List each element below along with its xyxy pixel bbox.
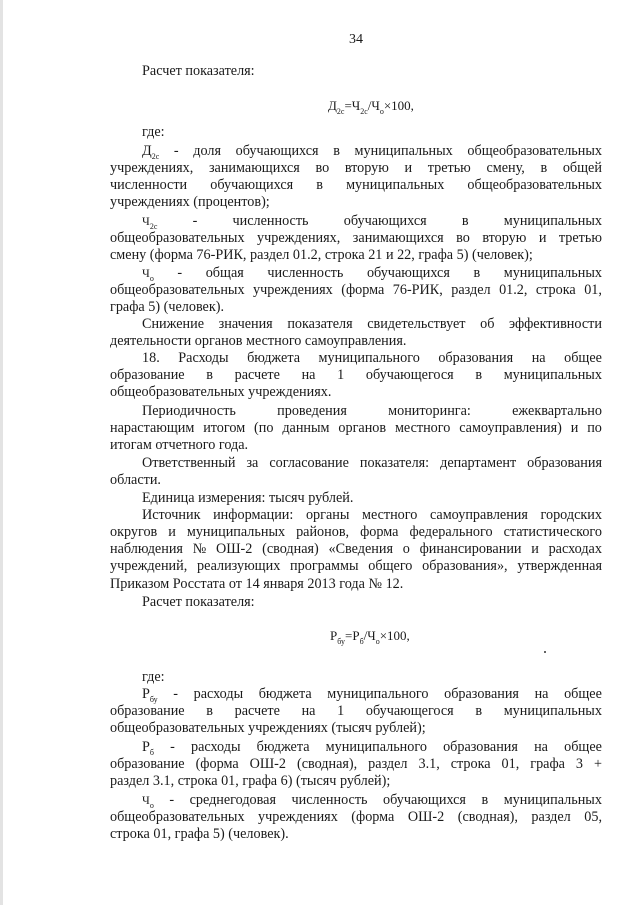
word: - [177,265,183,281]
word: в [333,143,340,159]
word: 05, [584,809,602,825]
word: программы [290,558,359,574]
word: раздел [368,756,408,772]
word: 01.2, [499,282,528,298]
word: районов, [296,524,350,540]
word: федерального [409,524,493,540]
word: нарастающим [110,420,195,436]
word: расчете [234,367,280,383]
text-line [110,384,602,400]
word: Приказом Росстата от 14 января 2013 года № 12. [110,576,404,592]
text-line [110,420,602,436]
word: и [404,160,413,176]
word: данным [282,420,330,436]
word: реализующих [197,558,281,574]
word: значения [218,316,273,332]
word: Снижение [142,316,205,332]
word: численность [267,265,344,281]
word: общеобразовательных учреждениях. [110,384,332,400]
word: графа [530,756,565,772]
text-line [110,124,602,140]
word: (сводная), [296,756,358,772]
word: общего [368,558,413,574]
text-line [110,720,602,736]
word: 1 [337,367,345,383]
word: где: [142,124,165,140]
word: образования [438,350,514,366]
text-line [110,350,602,366]
word: по [587,420,602,436]
word: $Р_б$ [142,739,154,757]
text-line [110,541,602,557]
word: обучающихся [343,213,427,229]
word: образование [110,703,185,719]
text-line [110,490,602,506]
word: занимающихся [352,230,444,246]
word: на [301,367,316,383]
word: в [206,367,213,383]
word: департамент [440,455,517,471]
word: обучающихся [383,792,466,808]
word: органов [338,420,387,436]
word: общеобразовательных [110,230,245,246]
word: местного [361,507,418,523]
word: 76-РИК, [392,282,443,298]
word: графа 5) (человек). [110,299,225,315]
word: форма [360,524,399,540]
word: - [192,213,198,229]
word: образования», [422,558,508,574]
word: где: [142,669,165,685]
word: учреждениях (процентов); [110,194,270,210]
word: муниципальных [346,177,445,193]
word: 18. [142,350,160,366]
word: Единица измерения: тысяч рублей. [142,490,354,506]
word: общеобразовательных [467,143,602,159]
word: и [538,230,547,246]
word: информации: [213,507,294,523]
word: учреждениях [253,282,333,298]
word: области. [110,472,161,488]
word: обучающегося [365,703,454,719]
word: строка 01, графа 5) (человек). [110,826,289,842]
word: вторую [344,160,389,176]
word: утвержденная [517,558,602,574]
word: в [461,213,469,229]
word: Расходы [178,350,229,366]
word: - [170,739,175,755]
word: во [315,160,330,176]
word: и [570,420,579,436]
word: расходы [193,686,244,702]
word: 3.1, [418,756,440,772]
word: общее [564,686,602,702]
text-line [110,594,602,610]
scan-speck [544,651,546,653]
word: Источник [142,507,201,523]
word: муниципальных [503,792,602,808]
formula-rbu: $Р_{бу}=Р_б/Ч_о\times 100$, [330,628,410,646]
word: общеобразовательных учреждениях (тысяч рублей); [110,720,426,736]
word: (по [254,420,274,436]
text-line [110,773,602,789]
word: муниципальных [503,265,602,281]
formula-d2c: $Д_{2с}=Ч_{2с}/Ч_о\times 100$, [328,98,414,116]
word: округов [110,524,158,540]
text-line [110,403,602,419]
word: итогам отчетного года. [110,437,249,453]
word: численность [291,792,368,808]
word: общеобразовательных [110,809,245,825]
text-line [110,333,602,349]
text-line [110,247,602,263]
word: образование [110,367,185,383]
word: учреждениях [258,809,338,825]
text-line [110,703,602,719]
page-number: 34 [349,32,363,47]
word: вторую [482,230,527,246]
word: $Ч_{2с}$ [142,214,158,231]
word: (форма [341,282,385,298]
word: численность [232,213,309,229]
word: - [173,686,178,702]
word: $Ч_о$ [142,793,154,810]
word: обучающихся [366,265,450,281]
text-line [110,230,602,246]
word: учреждениях, [110,160,194,176]
word: Расчет показателя: [142,63,255,79]
word: № [192,541,207,557]
word: расходы [190,739,241,755]
word: доля [193,143,221,159]
word: муниципальных [503,703,602,719]
word: местного [394,420,451,436]
word: Ответственный [142,455,236,471]
word: строка [450,756,491,772]
word: показателя [287,316,353,332]
word: общая [205,265,244,281]
word: образования [443,739,518,755]
word: раздел [451,282,491,298]
page-edge [0,0,3,905]
word: муниципального [325,739,427,755]
word: наблюдения [110,541,183,557]
word: смену (форма 76-РИК, раздел 01.2, строка 21 и 22, графа 5) (человек); [110,247,533,263]
word: на [534,686,549,702]
word: муниципальных [503,367,602,383]
text-line [110,524,602,540]
word: (форма [195,756,239,772]
word: в [481,792,489,808]
word: $Д_{2с}$ [142,143,160,161]
word: ежеквартально [512,403,602,419]
word: статистического [503,524,602,540]
word: смену, [486,160,525,176]
word: Расчет показателя: [142,594,255,610]
word: ОШ-2 [407,809,445,825]
word: $Р_{бу}$ [142,686,158,704]
word: городских [540,507,602,523]
word: свидетельствует [367,316,466,332]
word: об [480,316,495,332]
word: общеобразовательных [467,177,602,193]
word: во [456,230,470,246]
word: (сводная), [457,809,518,825]
word: в [473,265,481,281]
text-line [110,472,602,488]
word: Периодичность [142,403,236,419]
word: обучающихся [235,143,319,159]
word: раздел 3.1, строка 01, графа 6) (тысяч рублей); [110,773,391,789]
word: общей [562,160,602,176]
text-line [110,826,602,842]
word: 01, [584,282,602,298]
text-line [110,437,602,453]
word: на [534,739,548,755]
word: деятельности органов местного самоуправления. [110,333,407,349]
word: муниципального [318,350,420,366]
word: строка [535,282,576,298]
word: муниципальных [503,213,602,229]
word: в [475,367,483,383]
word: бюджета [256,739,310,755]
text-line [110,756,602,772]
word: образование [110,756,185,772]
word: муниципальных [186,524,286,540]
word: (форма [351,809,395,825]
word: «Сведения [328,541,394,557]
word: обучающегося [365,367,454,383]
word: - [173,143,179,159]
word: и [531,541,539,557]
word: на [531,350,546,366]
word: муниципального [327,686,429,702]
text-line [110,809,602,825]
word: мониторинга: [388,403,471,419]
word: 01, [501,756,520,772]
word: органы [305,507,350,523]
text-line [110,160,602,176]
word: бюджета [258,686,312,702]
word: за [246,455,259,471]
word: третью [558,230,602,246]
word: $Ч_о$ [142,266,154,283]
word: на [301,703,316,719]
document-page [110,0,602,905]
word: 1 [337,703,345,719]
word: в [475,703,483,719]
word: + [593,756,602,772]
text-line [110,558,602,574]
word: обучающихся [210,177,294,193]
word: учреждений, [110,558,188,574]
word: в [540,160,548,176]
word: финансировании [419,541,522,557]
word: расходах [548,541,602,557]
word: согласование [269,455,349,471]
text-line [110,576,602,592]
text-line [110,194,602,210]
word: в [206,703,213,719]
word: численности [110,177,188,193]
text-line [110,177,602,193]
text-line [110,367,602,383]
word: показателя: [359,455,430,471]
word: занимающихся [208,160,300,176]
word: - [169,792,175,808]
word: учреждениях, [257,230,341,246]
word: (сводная) [262,541,319,557]
word: проведения [277,403,347,419]
word: третью [427,160,471,176]
text-line [110,316,602,332]
word: и [168,524,176,540]
word: в [316,177,323,193]
word: о [402,541,410,557]
word: общее [564,350,602,366]
word: образования [444,686,519,702]
word: среднегодовая [189,792,276,808]
text-line [110,282,602,298]
text-line [110,299,602,315]
word: самоуправления [429,507,528,523]
word: эффективности [509,316,602,332]
word: бюджета [247,350,300,366]
word: образования [527,455,602,471]
word: муниципальных [354,143,453,159]
text-line [110,669,602,685]
word: 3 [575,756,584,772]
word: расчете [234,703,280,719]
word: ОШ-2 [249,756,287,772]
text-line [110,63,602,79]
text-line [110,455,602,471]
word: итогом [203,420,246,436]
word: общеобразовательных [110,282,245,298]
word: самоуправления) [459,420,562,436]
text-line [110,507,602,523]
word: раздел [531,809,571,825]
word: ОШ-2 [215,541,253,557]
word: общее [564,739,602,755]
